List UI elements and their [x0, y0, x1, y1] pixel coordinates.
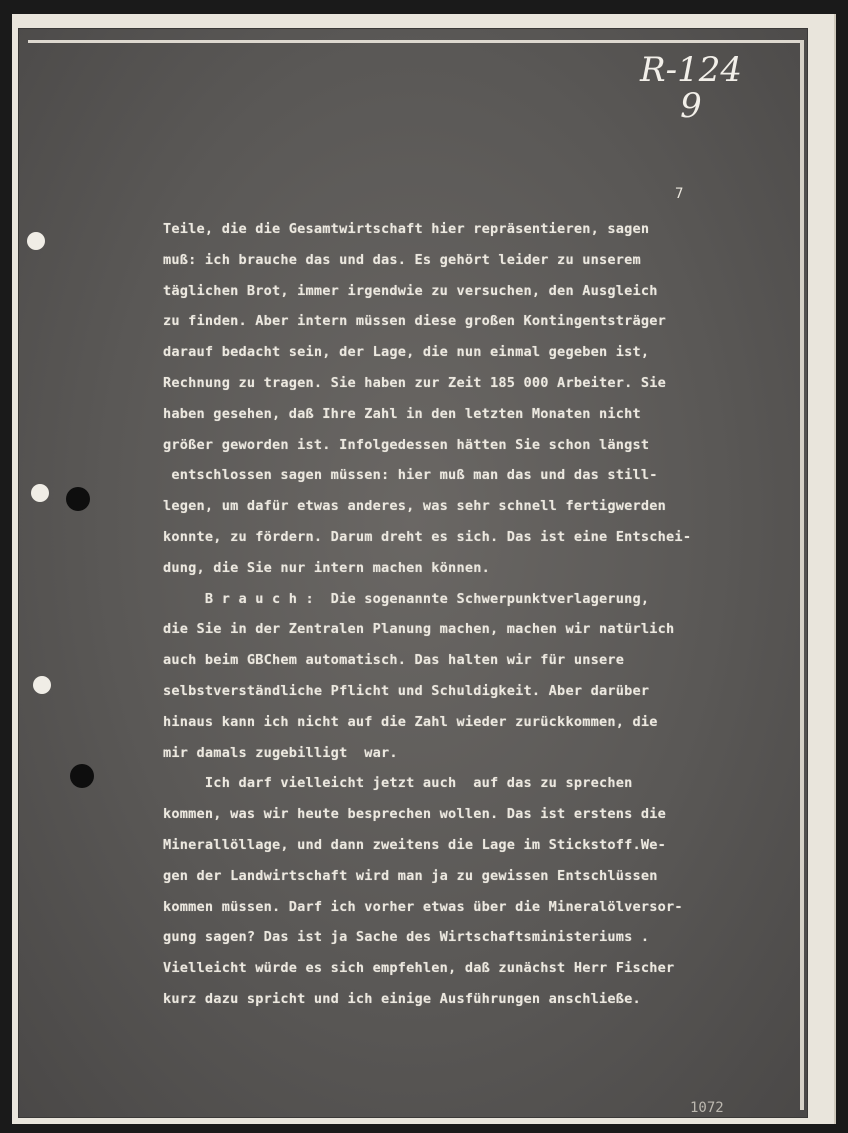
text-line: Ich darf vielleicht jetzt auch auf das zu sprechen	[163, 775, 633, 792]
text-line: täglichen Brot, immer irgendwie zu versuchen, den Ausgleich	[163, 282, 658, 299]
typed-body-text	[163, 214, 773, 1015]
punch-hole-light	[33, 676, 51, 694]
text-line: muß: ich brauche das und das. Es gehört leider zu unserem	[163, 251, 641, 268]
text-line: die Sie in der Zentralen Planung machen, machen wir natürlich	[163, 621, 675, 638]
handwritten-annotation	[636, 52, 746, 124]
text-line: kurz dazu spricht und ich einige Ausführungen anschließe.	[163, 990, 641, 1007]
punch-hole-dark	[70, 764, 94, 788]
text-line: auch beim GBChem automatisch. Das halten wir für unsere	[163, 652, 625, 669]
punch-hole-dark	[66, 487, 90, 511]
text-line: darauf bedacht sein, der Lage, die nun einmal gegeben ist,	[163, 344, 650, 361]
punch-hole-light	[27, 232, 45, 250]
punch-hole-light	[31, 484, 49, 502]
text-line: Vielleicht würde es sich empfehlen, daß zunächst Herr Fischer	[163, 960, 675, 977]
text-line: kommen müssen. Darf ich vorher etwas über die Mineralölversor-	[163, 898, 683, 915]
text-line: B r a u c h : Die sogenannte Schwerpunktverlagerung,	[163, 590, 650, 607]
text-line: legen, um dafür etwas anderes, was sehr schnell fertigwerden	[163, 498, 667, 515]
text-line: zu finden. Aber intern müssen diese großen Kontingentsträger	[163, 313, 667, 330]
text-line: größer geworden ist. Infolgedessen hätten Sie schon längst	[163, 436, 650, 453]
text-line: mir damals zugebilligt war.	[163, 744, 398, 761]
text-line: entschlossen sagen müssen: hier muß man das und das still-	[163, 467, 658, 484]
text-line: konnte, zu fördern. Darum dreht es sich. Das ist eine Entschei-	[163, 528, 692, 545]
annotation-line: R-124	[640, 50, 742, 90]
text-line: Teile, die die Gesamtwirtschaft hier repräsentieren, sagen	[163, 221, 650, 237]
footer-stamp: 1072	[690, 1100, 724, 1116]
text-line: dung, die Sie nur intern machen können.	[163, 559, 490, 576]
text-line: kommen, was wir heute besprechen wollen. Das ist erstens die	[163, 806, 667, 823]
right-border-line	[800, 40, 804, 1110]
top-border-line	[28, 40, 804, 43]
text-line: gung sagen? Das ist ja Sache des Wirtschaftsministeriums .	[163, 929, 650, 946]
text-line: haben gesehen, daß Ihre Zahl in den letzten Monaten nicht	[163, 405, 641, 422]
annotation-line: 9	[680, 86, 702, 126]
text-line: Minerallöllage, und dann zweitens die Lage im Stickstoff.We-	[163, 836, 667, 853]
text-line: hinaus kann ich nicht auf die Zahl wieder zurückkommen, die	[163, 713, 658, 730]
text-line: Rechnung zu tragen. Sie haben zur Zeit 185 000 Arbeiter. Sie	[163, 374, 667, 391]
text-line: selbstverständliche Pflicht und Schuldigkeit. Aber darüber	[163, 682, 650, 699]
text-line: gen der Landwirtschaft wird man ja zu gewissen Entschlüssen	[163, 867, 658, 884]
page-number: 7	[675, 186, 684, 202]
